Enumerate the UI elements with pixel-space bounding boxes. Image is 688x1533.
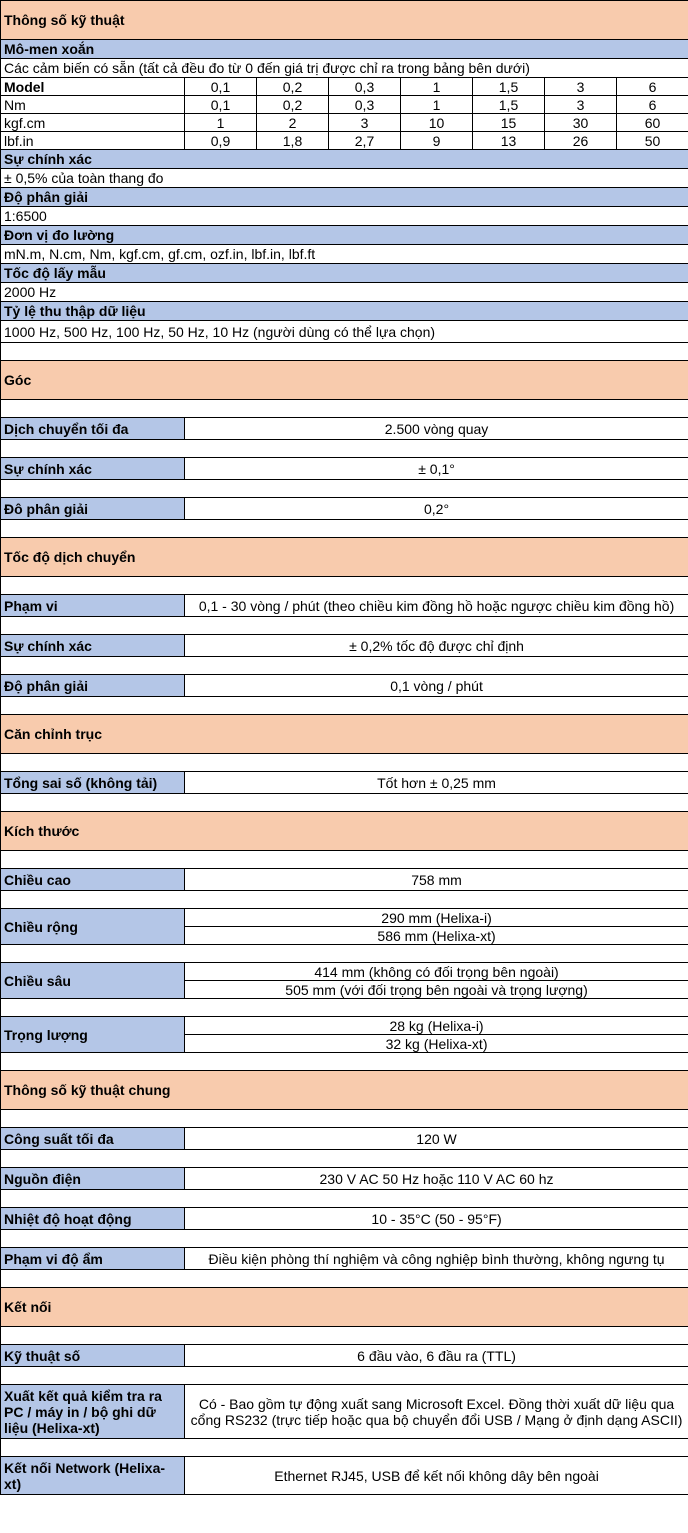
dimensions-value-1: 414 mm (không có đối trọng bên ngoài) — [185, 963, 688, 981]
dimensions-value-2: 505 mm (với đối trọng bên ngoài và trọng lượng) — [185, 981, 688, 999]
torque-row-label: Nm — [1, 96, 185, 114]
connectivity-export-value: Có - Bao gồm tự động xuất sang Microsoft Excel. Đồng thời xuất dữ liệu qua cổng RS232 (trực tiếp hoặc qua bộ chuyển đổi USB / Mạng ở định dạng ASCII) — [185, 1385, 688, 1439]
spacer-row — [1, 999, 688, 1017]
torque-cell: 0,9 — [185, 132, 257, 150]
spacer-row — [1, 343, 688, 361]
connectivity-network-label: Kết nối Network (Helixa-xt) — [1, 1457, 185, 1495]
dimensions-height-value: 758 mm — [185, 869, 688, 891]
torque-cell: 9 — [401, 132, 473, 150]
spacer-row — [1, 851, 688, 869]
speed-heading: Tốc độ dịch chuyển — [1, 538, 688, 577]
torque-cell: 50 — [617, 132, 688, 150]
torque-cell: 0,1 — [185, 96, 257, 114]
torque-cell: 1 — [401, 96, 473, 114]
alignment-error-label: Tổng sai số (không tải) — [1, 772, 185, 794]
torque-cell: 1 — [401, 78, 473, 96]
torque-cell: 0,3 — [329, 78, 401, 96]
angle-heading: Góc — [1, 361, 688, 400]
spacer-row — [1, 1327, 688, 1345]
spacer-row — [1, 440, 688, 458]
torque-cell: 3 — [545, 78, 617, 96]
general-humidity-value: Điều kiện phòng thí nghiệm và công nghiệp bình thường, không ngưng tụ — [185, 1248, 688, 1270]
spacer-row — [1, 1150, 688, 1168]
torque-cell: 6 — [617, 96, 688, 114]
connectivity-digital-value: 6 đầu vào, 6 đầu ra (TTL) — [185, 1345, 688, 1367]
spacer-row — [1, 617, 688, 635]
torque-note: Các cảm biến có sẵn (tất cả đều đo từ 0 đến giá trị được chỉ ra trong bảng bên dưới) — [1, 59, 688, 78]
torque-cell: 0,1 — [185, 78, 257, 96]
spacer-row — [1, 1270, 688, 1288]
general-supply-label: Nguồn điện — [1, 1168, 185, 1190]
torque-sampling-label: Tốc độ lấy mẫu — [1, 264, 688, 283]
spacer-row — [1, 891, 688, 909]
torque-resolution-label: Độ phân giải — [1, 188, 688, 207]
spacer-row — [1, 697, 688, 715]
torque-cell: 0,3 — [329, 96, 401, 114]
speed-accuracy-label: Sự chính xác — [1, 635, 185, 657]
connectivity-export-label: Xuất kết quả kiểm tra ra PC / máy in / bộ ghi dữ liệu (Helixa-xt) — [1, 1385, 185, 1439]
spacer-row — [1, 1439, 688, 1457]
torque-cell: 1,8 — [257, 132, 329, 150]
torque-row — [1, 96, 688, 114]
spacer-row — [1, 1230, 688, 1248]
angle-resolution-label: Đô phân giải — [1, 498, 185, 520]
dimensions-weight-label: Trọng lượng — [1, 1017, 185, 1053]
spacer-row — [1, 1053, 688, 1071]
spacer-row — [1, 754, 688, 772]
torque-cell: 3 — [329, 114, 401, 132]
general-humidity-label: Phạm vi độ ẩm — [1, 1248, 185, 1270]
torque-cell: 1,5 — [473, 78, 545, 96]
connectivity-heading: Kết nối — [1, 1288, 688, 1327]
torque-cell: 15 — [473, 114, 545, 132]
spacer-row — [1, 1190, 688, 1208]
angle-accuracy-label: Sự chính xác — [1, 458, 185, 480]
torque-cell: 6 — [617, 78, 688, 96]
dimensions-value-1: 28 kg (Helixa-i) — [185, 1017, 688, 1035]
section-title: Thông số kỹ thuật — [1, 1, 688, 40]
alignment-heading: Căn chỉnh trục — [1, 715, 688, 754]
dimensions-depth-label: Chiều sâu — [1, 963, 185, 999]
torque-cell: 2,7 — [329, 132, 401, 150]
torque-row — [1, 114, 688, 132]
spacer-row — [1, 945, 688, 963]
torque-units-value: mN.m, N.cm, Nm, kgf.cm, gf.cm, ozf.in, lbf.in, lbf.ft — [1, 245, 688, 264]
speed-range-label: Phạm vi — [1, 595, 185, 617]
angle-accuracy-value: ± 0,1° — [185, 458, 688, 480]
torque-cell: 1 — [185, 114, 257, 132]
torque-cell: 1,5 — [473, 96, 545, 114]
torque-capture-label: Tỷ lệ thu thập dữ liệu — [1, 302, 688, 321]
dimensions-heading: Kích thước — [1, 812, 688, 851]
spacer-row — [1, 657, 688, 675]
dimensions-height-label: Chiều cao — [1, 869, 185, 891]
torque-cell: 0,2 — [257, 78, 329, 96]
torque-cell: 10 — [401, 114, 473, 132]
torque-heading: Mô-men xoắn — [1, 40, 688, 59]
torque-cell: 13 — [473, 132, 545, 150]
torque-row — [1, 132, 688, 150]
torque-cell: 30 — [545, 114, 617, 132]
speed-range-value: 0,1 - 30 vòng / phút (theo chiều kim đồng hồ hoặc ngược chiều kim đồng hồ) — [185, 595, 688, 617]
spacer-row — [1, 520, 688, 538]
connectivity-digital-label: Kỹ thuật số — [1, 1345, 185, 1367]
dimensions-width-label: Chiều rộng — [1, 909, 185, 945]
spacer-row — [1, 480, 688, 498]
dimensions-value-1: 290 mm (Helixa-i) — [185, 909, 688, 927]
general-power-label: Công suất tối đa — [1, 1128, 185, 1150]
torque-cell: 60 — [617, 114, 688, 132]
torque-cell: 0,2 — [257, 96, 329, 114]
speed-resolution-label: Độ phân giải — [1, 675, 185, 697]
torque-accuracy-value: ± 0,5% của toàn thang đo — [1, 169, 688, 188]
torque-cell: 26 — [545, 132, 617, 150]
torque-row-label: kgf.cm — [1, 114, 185, 132]
torque-cell: 2 — [257, 114, 329, 132]
general-temp-label: Nhiệt độ hoạt động — [1, 1208, 185, 1230]
angle-max-value: 2.500 vòng quay — [185, 418, 688, 440]
speed-accuracy-value: ± 0,2% tốc độ được chỉ định — [185, 635, 688, 657]
torque-cell: 3 — [545, 96, 617, 114]
connectivity-network-value: Ethernet RJ45, USB để kết nối không dây bên ngoài — [185, 1457, 688, 1495]
angle-resolution-value: 0,2° — [185, 498, 688, 520]
torque-row — [1, 78, 688, 96]
general-temp-value: 10 - 35°C (50 - 95°F) — [185, 1208, 688, 1230]
general-power-value: 120 W — [185, 1128, 688, 1150]
spacer-row — [1, 577, 688, 595]
spacer-row — [1, 1367, 688, 1385]
torque-sampling-value: 2000 Hz — [1, 283, 688, 302]
spacer-row — [1, 794, 688, 812]
speed-resolution-value: 0,1 vòng / phút — [185, 675, 688, 697]
torque-accuracy-label: Sự chính xác — [1, 150, 688, 169]
dimensions-value-2: 32 kg (Helixa-xt) — [185, 1035, 688, 1053]
general-heading: Thông số kỹ thuật chung — [1, 1071, 688, 1110]
spacer-row — [1, 400, 688, 418]
alignment-error-value: Tốt hơn ± 0,25 mm — [185, 772, 688, 794]
angle-max-label: Dịch chuyển tối đa — [1, 418, 185, 440]
torque-row-label: Model — [1, 78, 185, 96]
dimensions-value-2: 586 mm (Helixa-xt) — [185, 927, 688, 945]
torque-units-label: Đơn vị đo lường — [1, 226, 688, 245]
torque-resolution-value: 1:6500 — [1, 207, 688, 226]
torque-row-label: lbf.in — [1, 132, 185, 150]
general-supply-value: 230 V AC 50 Hz hoặc 110 V AC 60 hz — [185, 1168, 688, 1190]
spacer-row — [1, 1110, 688, 1128]
torque-capture-value: 1000 Hz, 500 Hz, 100 Hz, 50 Hz, 10 Hz (người dùng có thể lựa chọn) — [1, 321, 688, 343]
